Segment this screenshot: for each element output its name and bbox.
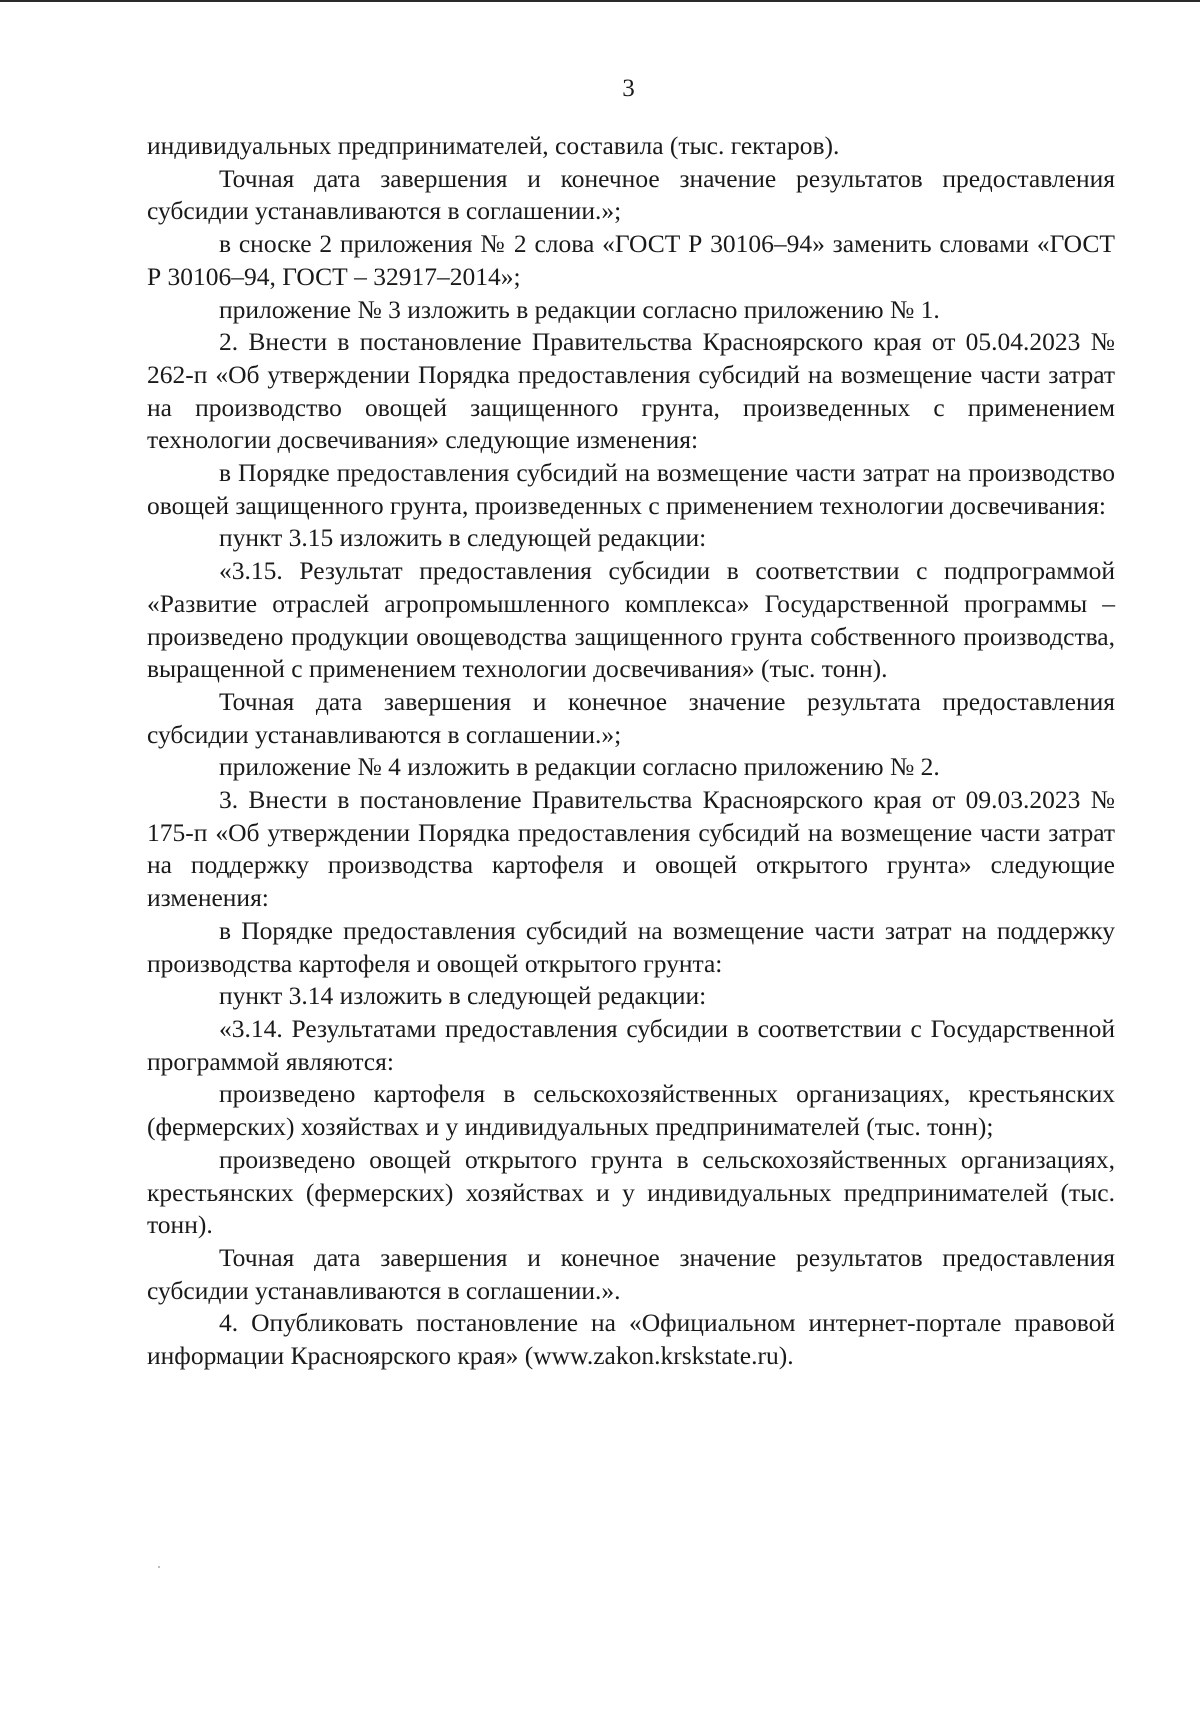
paragraph: в Порядке предоставления субсидий на возмещение части затрат на поддержку производства картофеля и овощей открытого грунта: <box>147 915 1115 978</box>
document-body <box>147 130 1115 1373</box>
paragraph-item-2: 2. Внести в постановление Правительства Красноярского края от 05.04.2023 № 262-п «Об утверждении Порядка предоставления субсидий на возмещение части затрат на производство овощей защищенного грунта, произведенных с применением технологии досвечивания» следующие изменения: <box>147 327 1115 455</box>
scan-top-edge <box>0 0 1200 2</box>
paragraph-continuation: индивидуальных предпринимателей, составила (тыс. гектаров). <box>147 131 840 160</box>
paragraph-quote-3-14: «3.14. Результатами предоставления субсидии в соответствии с Государственной программой являются: <box>147 1013 1115 1076</box>
paragraph-item-3: 3. Внести в постановление Правительства Красноярского края от 09.03.2023 № 175-п «Об утверждении Порядка предоставления субсидий на возмещение части затрат на поддержку производства картофеля и овощей открытого грунта» следующие изменения: <box>147 785 1115 913</box>
paragraph: пункт 3.15 изложить в следующей редакции: <box>219 523 707 553</box>
paragraph: Точная дата завершения и конечное значение результатов предоставления субсидии устанавливаются в соглашении.». <box>147 1242 1115 1305</box>
paragraph: произведено картофеля в сельскохозяйственных организациях, крестьянских (фермерских) хозяйствах и у индивидуальных предпринимателей (тыс. тонн); <box>147 1079 1115 1142</box>
paragraph: произведено овощей открытого грунта в сельскохозяйственных организациях, крестьянских (фермерских) хозяйствах и у индивидуальных предпринимателей (тыс. тонн). <box>147 1144 1115 1240</box>
paragraph: Точная дата завершения и конечное значение результатов предоставления субсидии устанавливаются в соглашении.»; <box>147 163 1115 226</box>
paragraph: в сноске 2 приложения № 2 слова «ГОСТ Р 30106–94» заменить словами «ГОСТ Р 30106–94, ГОСТ – 32917–2014»; <box>147 229 1115 291</box>
scan-speck <box>158 1566 160 1568</box>
paragraph: приложение № 4 изложить в редакции согласно приложению № 2. <box>219 752 940 782</box>
page-number: 3 <box>622 75 635 102</box>
paragraph: в Порядке предоставления субсидий на возмещение части затрат на производство овощей защищенного грунта, произведенных с применением технологии досвечивания: <box>147 458 1115 520</box>
paragraph-quote-3-15: «3.15. Результат предоставления субсидии в соответствии с подпрограммой «Развитие отраслей агропромышленного комплекса» Государственной программы – произведено продукции овощеводства защищенного грунта собственного производства, выращенной с применением технологии досвечивания» (тыс. тонн). <box>147 556 1115 684</box>
paragraph-item-4: 4. Опубликовать постановление на «Официальном интернет-портале правовой информации Красноярского края» (www.zakon.krskstate.ru). <box>147 1308 1115 1371</box>
paragraph: пункт 3.14 изложить в следующей редакции: <box>219 981 707 1011</box>
paragraph: приложение № 3 изложить в редакции согласно приложению № 1. <box>219 294 940 324</box>
paragraph: Точная дата завершения и конечное значение результата предоставления субсидии устанавливаются в соглашении.»; <box>147 686 1115 749</box>
